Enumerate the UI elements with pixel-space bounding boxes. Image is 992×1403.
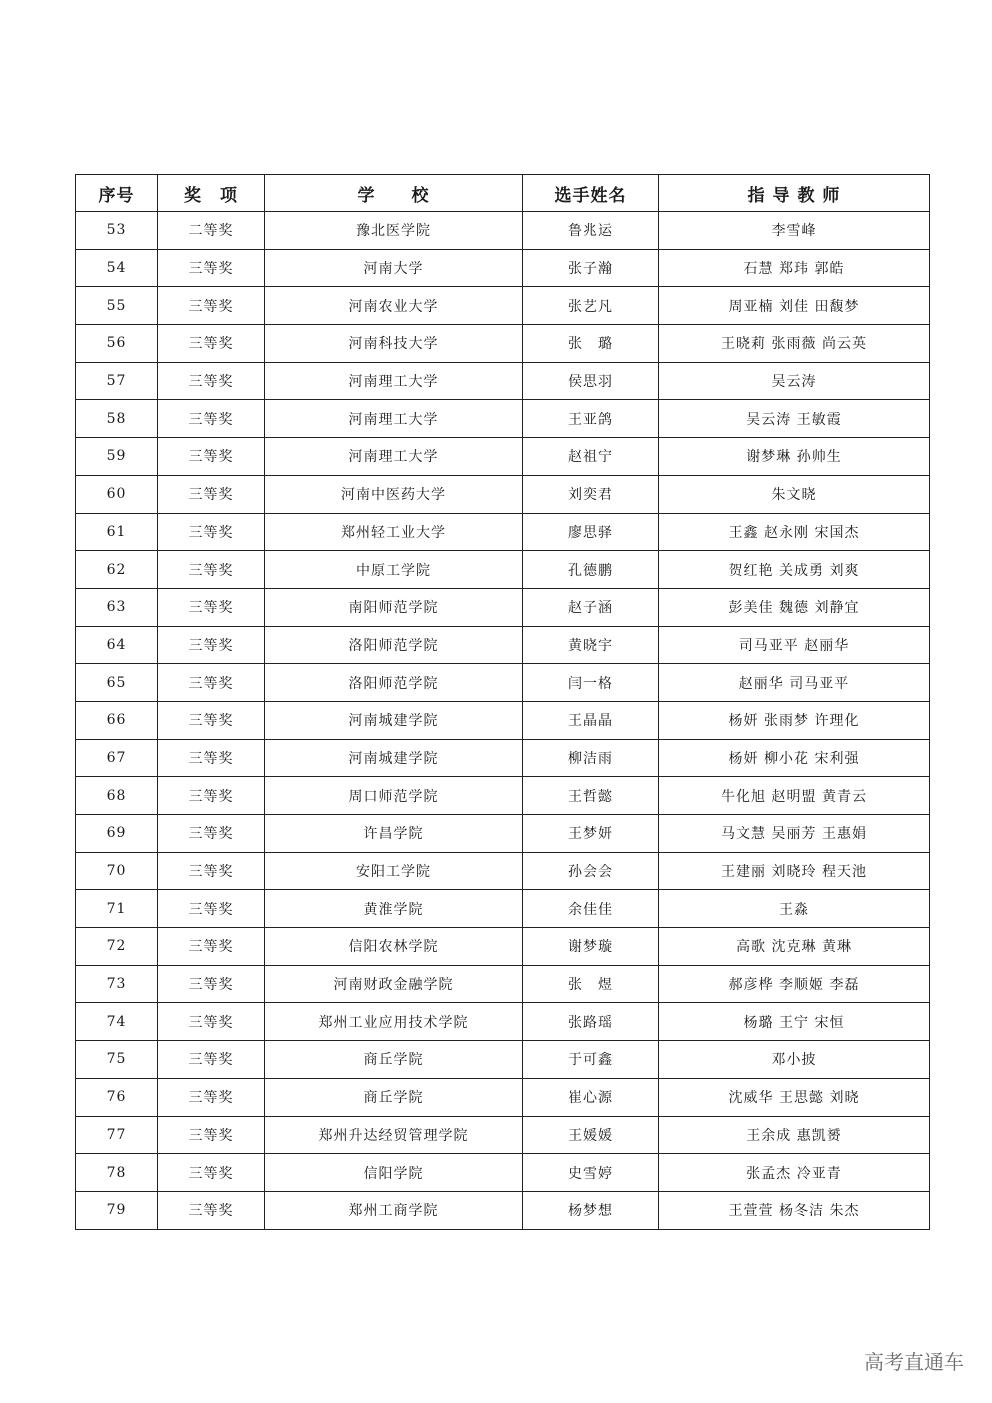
header-advisors: 指 导 教 师 (659, 175, 930, 212)
cell-advisors: 周亚楠 刘佳 田馥梦 (659, 287, 930, 325)
table-row (76, 1116, 930, 1154)
cell-school: 郑州工业应用技术学院 (265, 1003, 523, 1041)
cell-advisors: 张孟杰 冷亚青 (659, 1154, 930, 1192)
cell-award: 三等奖 (158, 1041, 265, 1079)
cell-contestant: 王哲懿 (523, 777, 659, 815)
cell-award: 三等奖 (158, 626, 265, 664)
cell-advisors: 贺红艳 关成勇 刘爽 (659, 551, 930, 589)
cell-advisors: 李雪峰 (659, 212, 930, 250)
table-row (76, 852, 930, 890)
cell-award: 三等奖 (158, 400, 265, 438)
table-row (76, 513, 930, 551)
cell-school: 河南理工大学 (265, 400, 523, 438)
cell-index: 57 (76, 362, 158, 400)
cell-award: 三等奖 (158, 928, 265, 966)
cell-index: 55 (76, 287, 158, 325)
cell-contestant: 孙会会 (523, 852, 659, 890)
table-row (76, 1078, 930, 1116)
award-table (75, 174, 930, 1230)
cell-advisors: 王余成 惠凯赟 (659, 1116, 930, 1154)
cell-index: 71 (76, 890, 158, 928)
cell-advisors: 司马亚平 赵丽华 (659, 626, 930, 664)
cell-index: 68 (76, 777, 158, 815)
cell-school: 许昌学院 (265, 815, 523, 853)
cell-award: 三等奖 (158, 551, 265, 589)
table-row (76, 1041, 930, 1079)
cell-contestant: 廖思驿 (523, 513, 659, 551)
cell-award: 三等奖 (158, 890, 265, 928)
cell-advisors: 吴云涛 王敏霞 (659, 400, 930, 438)
cell-advisors: 朱文晓 (659, 475, 930, 513)
table-row (76, 890, 930, 928)
cell-award: 三等奖 (158, 588, 265, 626)
cell-index: 60 (76, 475, 158, 513)
cell-index: 54 (76, 249, 158, 287)
table-row (76, 815, 930, 853)
cell-school: 河南理工大学 (265, 438, 523, 476)
cell-advisors: 王萱萱 杨冬洁 朱杰 (659, 1191, 930, 1229)
cell-advisors: 彭美佳 魏德 刘静宜 (659, 588, 930, 626)
cell-school: 南阳师范学院 (265, 588, 523, 626)
cell-index: 58 (76, 400, 158, 438)
table-row (76, 1154, 930, 1192)
cell-school: 郑州工商学院 (265, 1191, 523, 1229)
cell-award: 三等奖 (158, 287, 265, 325)
cell-advisors: 石慧 郑玮 郭皓 (659, 249, 930, 287)
cell-award: 三等奖 (158, 701, 265, 739)
cell-index: 65 (76, 664, 158, 702)
table-row (76, 325, 930, 363)
table-row (76, 777, 930, 815)
cell-index: 69 (76, 815, 158, 853)
cell-award: 三等奖 (158, 777, 265, 815)
cell-school: 河南理工大学 (265, 362, 523, 400)
table-row (76, 287, 930, 325)
cell-advisors: 谢梦琳 孙帅生 (659, 438, 930, 476)
table-row (76, 362, 930, 400)
cell-school: 商丘学院 (265, 1041, 523, 1079)
table-row (76, 701, 930, 739)
cell-index: 77 (76, 1116, 158, 1154)
cell-advisors: 王晓莉 张雨薇 尚云英 (659, 325, 930, 363)
table-row (76, 249, 930, 287)
cell-contestant: 谢梦璇 (523, 928, 659, 966)
cell-school: 豫北医学院 (265, 212, 523, 250)
table-row (76, 664, 930, 702)
cell-advisors: 王建丽 刘晓玲 程天池 (659, 852, 930, 890)
cell-school: 河南农业大学 (265, 287, 523, 325)
cell-award: 三等奖 (158, 513, 265, 551)
cell-school: 河南大学 (265, 249, 523, 287)
cell-contestant: 余佳佳 (523, 890, 659, 928)
cell-contestant: 王晶晶 (523, 701, 659, 739)
cell-index: 67 (76, 739, 158, 777)
table-row (76, 965, 930, 1003)
cell-school: 商丘学院 (265, 1078, 523, 1116)
watermark-text: 高考直通车 (864, 1350, 964, 1374)
cell-school: 河南财政金融学院 (265, 965, 523, 1003)
cell-advisors: 高歌 沈克琳 黄琳 (659, 928, 930, 966)
cell-school: 信阳学院 (265, 1154, 523, 1192)
cell-index: 72 (76, 928, 158, 966)
cell-contestant: 孔德鹏 (523, 551, 659, 589)
cell-contestant: 闫一格 (523, 664, 659, 702)
cell-index: 66 (76, 701, 158, 739)
cell-contestant: 王梦妍 (523, 815, 659, 853)
cell-advisors: 王鑫 赵永刚 宋国杰 (659, 513, 930, 551)
cell-index: 73 (76, 965, 158, 1003)
header-award: 奖 项 (158, 175, 265, 212)
cell-school: 黄淮学院 (265, 890, 523, 928)
cell-contestant: 杨梦想 (523, 1191, 659, 1229)
cell-award: 三等奖 (158, 249, 265, 287)
cell-index: 59 (76, 438, 158, 476)
table-header-row (76, 175, 930, 212)
cell-contestant: 黄晓宇 (523, 626, 659, 664)
table-row (76, 1003, 930, 1041)
cell-contestant: 张子瀚 (523, 249, 659, 287)
cell-contestant: 柳洁雨 (523, 739, 659, 777)
cell-index: 56 (76, 325, 158, 363)
table-row (76, 928, 930, 966)
cell-contestant: 张 璐 (523, 325, 659, 363)
cell-contestant: 张艺凡 (523, 287, 659, 325)
table-row (76, 588, 930, 626)
table-row (76, 551, 930, 589)
cell-contestant: 张路瑶 (523, 1003, 659, 1041)
cell-index: 62 (76, 551, 158, 589)
cell-contestant: 刘奕君 (523, 475, 659, 513)
cell-school: 洛阳师范学院 (265, 626, 523, 664)
cell-contestant: 赵祖宁 (523, 438, 659, 476)
cell-index: 70 (76, 852, 158, 890)
cell-award: 三等奖 (158, 1078, 265, 1116)
cell-index: 74 (76, 1003, 158, 1041)
cell-index: 79 (76, 1191, 158, 1229)
header-contestant: 选手姓名 (523, 175, 659, 212)
cell-school: 信阳农林学院 (265, 928, 523, 966)
cell-index: 63 (76, 588, 158, 626)
cell-school: 郑州轻工业大学 (265, 513, 523, 551)
cell-contestant: 鲁兆运 (523, 212, 659, 250)
cell-award: 三等奖 (158, 438, 265, 476)
cell-award: 三等奖 (158, 1003, 265, 1041)
cell-index: 53 (76, 212, 158, 250)
cell-school: 河南中医药大学 (265, 475, 523, 513)
cell-school: 河南城建学院 (265, 739, 523, 777)
cell-school: 周口师范学院 (265, 777, 523, 815)
table-row (76, 400, 930, 438)
cell-index: 64 (76, 626, 158, 664)
cell-advisors: 杨妍 柳小花 宋利强 (659, 739, 930, 777)
header-index: 序号 (76, 175, 158, 212)
cell-award: 三等奖 (158, 852, 265, 890)
cell-award: 三等奖 (158, 325, 265, 363)
cell-award: 二等奖 (158, 212, 265, 250)
cell-advisors: 杨妍 张雨梦 许理化 (659, 701, 930, 739)
cell-award: 三等奖 (158, 815, 265, 853)
cell-contestant: 王媛媛 (523, 1116, 659, 1154)
cell-contestant: 张 煜 (523, 965, 659, 1003)
cell-advisors: 吴云涛 (659, 362, 930, 400)
table-row (76, 212, 930, 250)
table-row (76, 739, 930, 777)
cell-contestant: 崔心源 (523, 1078, 659, 1116)
table-row (76, 626, 930, 664)
cell-award: 三等奖 (158, 475, 265, 513)
table-body (76, 212, 930, 1230)
table-row (76, 475, 930, 513)
table-row (76, 438, 930, 476)
cell-school: 洛阳师范学院 (265, 664, 523, 702)
cell-advisors: 邓小披 (659, 1041, 930, 1079)
cell-award: 三等奖 (158, 1191, 265, 1229)
cell-contestant: 史雪婷 (523, 1154, 659, 1192)
table-row (76, 1191, 930, 1229)
cell-advisors: 赵丽华 司马亚平 (659, 664, 930, 702)
cell-school: 河南科技大学 (265, 325, 523, 363)
header-school: 学 校 (265, 175, 523, 212)
cell-award: 三等奖 (158, 664, 265, 702)
cell-advisors: 王淼 (659, 890, 930, 928)
cell-award: 三等奖 (158, 965, 265, 1003)
cell-contestant: 侯思羽 (523, 362, 659, 400)
cell-index: 78 (76, 1154, 158, 1192)
cell-index: 61 (76, 513, 158, 551)
cell-award: 三等奖 (158, 739, 265, 777)
cell-award: 三等奖 (158, 1154, 265, 1192)
cell-contestant: 于可鑫 (523, 1041, 659, 1079)
cell-advisors: 郝彦桦 李顺姬 李磊 (659, 965, 930, 1003)
cell-index: 76 (76, 1078, 158, 1116)
cell-school: 河南城建学院 (265, 701, 523, 739)
cell-award: 三等奖 (158, 362, 265, 400)
cell-index: 75 (76, 1041, 158, 1079)
cell-advisors: 沈威华 王思懿 刘晓 (659, 1078, 930, 1116)
cell-award: 三等奖 (158, 1116, 265, 1154)
cell-school: 安阳工学院 (265, 852, 523, 890)
cell-advisors: 马文慧 吴丽芳 王惠娟 (659, 815, 930, 853)
cell-advisors: 杨璐 王宁 宋恒 (659, 1003, 930, 1041)
cell-contestant: 赵子涵 (523, 588, 659, 626)
cell-contestant: 王亚鸽 (523, 400, 659, 438)
cell-advisors: 牛化旭 赵明盟 黄青云 (659, 777, 930, 815)
cell-school: 郑州升达经贸管理学院 (265, 1116, 523, 1154)
cell-school: 中原工学院 (265, 551, 523, 589)
